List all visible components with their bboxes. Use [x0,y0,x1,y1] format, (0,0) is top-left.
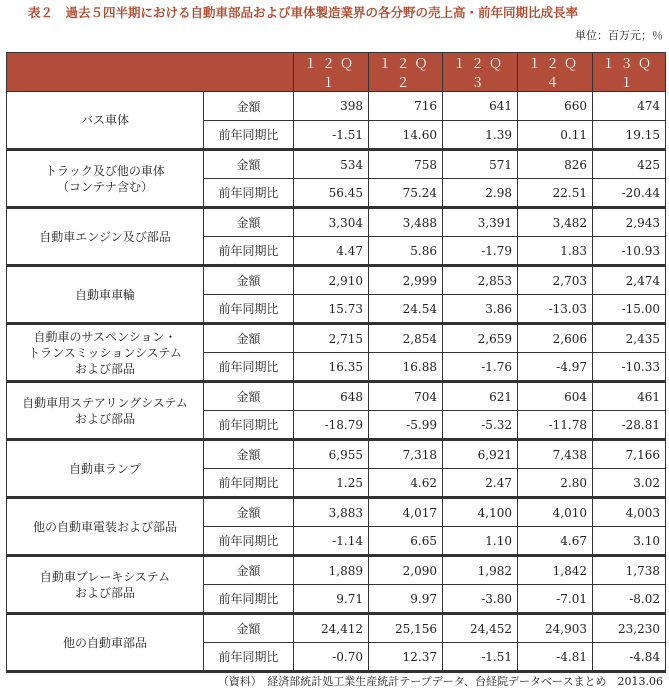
table-row-amount [7,382,666,411]
metric-label-yoy: 前年同期比 [204,469,294,498]
amount-cell: 6,921 [443,440,518,469]
amount-cell: 3,482 [518,208,593,237]
category-line: トラック及び他の車体 [45,163,165,178]
yoy-cell: 2.98 [443,179,518,208]
yoy-cell: 2.47 [443,469,518,498]
yoy-cell: -1.76 [443,353,518,382]
unit-note: 単位：百万元；％ [575,29,663,42]
amount-cell: 2,703 [518,266,593,295]
amount-cell: 25,156 [369,614,443,643]
yoy-cell: 1.39 [443,121,518,150]
amount-cell: 7,318 [369,440,443,469]
yoy-cell: -10.93 [593,237,666,266]
metric-label-yoy: 前年同期比 [204,527,294,556]
column-header: １２Ｑ４ [518,53,593,92]
amount-cell: 24,412 [294,614,369,643]
yoy-cell: -7.01 [518,585,593,614]
category-line: 自動車ランプ [68,461,141,476]
yoy-cell: -13.03 [518,295,593,324]
amount-cell: 1,842 [518,556,593,585]
yoy-cell: -11.78 [518,411,593,440]
amount-cell: 704 [369,382,443,411]
amount-cell: 4,017 [369,498,443,527]
amount-cell: 641 [443,92,518,121]
amount-cell: 24,903 [518,614,593,643]
yoy-cell: 3.86 [443,295,518,324]
metric-label-amount: 金額 [204,266,294,295]
metric-label-yoy: 前年同期比 [204,121,294,150]
amount-cell: 621 [443,382,518,411]
column-header: １３Ｑ１ [593,53,666,92]
amount-cell: 2,474 [593,266,666,295]
column-header: １２Ｑ１ [294,53,369,92]
amount-cell: 2,606 [518,324,593,353]
category-line: 他の自動車部品 [62,635,147,650]
yoy-cell: 1.10 [443,527,518,556]
yoy-cell: 1.83 [518,237,593,266]
amount-cell: 2,910 [294,266,369,295]
category-line: 自動車用ステアリングシステム [22,395,188,410]
yoy-cell: 4.47 [294,237,369,266]
metric-label-amount: 金額 [204,324,294,353]
category-line: および部品 [74,361,135,376]
amount-cell: 24,452 [443,614,518,643]
amount-cell: 2,943 [593,208,666,237]
metric-label-yoy: 前年同期比 [204,295,294,324]
source-note: （資料） 経済部統計処工業生産統計テープデータ、台経院データベースまとめ 2013.06 [217,675,663,688]
amount-cell: 3,883 [294,498,369,527]
header-blank [7,53,294,92]
amount-cell: 4,003 [593,498,666,527]
table-title: 表２ 過去５四半期における自動車部品および車体製造業界の各分野の売上高・前年同期比成長率 [28,5,579,20]
yoy-cell: -20.44 [593,179,666,208]
table-row-amount [7,266,666,295]
amount-cell: 604 [518,382,593,411]
yoy-cell: -1.14 [294,527,369,556]
amount-cell: 2,090 [369,556,443,585]
metric-label-amount: 金額 [204,556,294,585]
amount-cell: 3,488 [369,208,443,237]
yoy-cell: 3.10 [593,527,666,556]
category-line: 自動車ブレーキシステム [39,569,171,584]
metric-label-amount: 金額 [204,614,294,643]
amount-cell: 2,999 [369,266,443,295]
yoy-cell: 16.88 [369,353,443,382]
yoy-cell: 6.65 [369,527,443,556]
metric-label-amount: 金額 [204,208,294,237]
category-label [7,498,204,556]
amount-cell: 398 [294,92,369,121]
amount-cell: 461 [593,382,666,411]
yoy-cell: 19.15 [593,121,666,150]
amount-cell: 648 [294,382,369,411]
amount-cell: 6,955 [294,440,369,469]
yoy-cell: 15.73 [294,295,369,324]
table-row-amount [7,150,666,179]
amount-cell: 4,100 [443,498,518,527]
header-row [7,53,666,92]
yoy-cell: 24.54 [369,295,443,324]
amount-cell: 7,438 [518,440,593,469]
category-line: （コンテナ含む） [56,179,153,194]
amount-cell: 758 [369,150,443,179]
category-line: 自動車車輪 [74,287,135,302]
amount-cell: 571 [443,150,518,179]
yoy-cell: 0.11 [518,121,593,150]
amount-cell: 425 [593,150,666,179]
yoy-cell: 4.67 [518,527,593,556]
category-line: および部品 [74,585,135,600]
amount-cell: 1,889 [294,556,369,585]
table-row-amount [7,556,666,585]
metric-label-yoy: 前年同期比 [204,411,294,440]
yoy-cell: 9.71 [294,585,369,614]
amount-cell: 3,391 [443,208,518,237]
yoy-cell: -1.51 [443,643,518,672]
category-line: 自動車のサスペンション・ [33,329,177,344]
yoy-cell: 3.02 [593,469,666,498]
yoy-cell: -5.99 [369,411,443,440]
yoy-cell: -0.70 [294,643,369,672]
amount-cell: 3,304 [294,208,369,237]
yoy-cell: 56.45 [294,179,369,208]
yoy-cell: 2.80 [518,469,593,498]
yoy-cell: -5.32 [443,411,518,440]
amount-cell: 1,982 [443,556,518,585]
category-label [7,382,204,440]
yoy-cell: 16.35 [294,353,369,382]
yoy-cell: 22.51 [518,179,593,208]
table-row-amount [7,324,666,353]
metric-label-yoy: 前年同期比 [204,353,294,382]
amount-cell: 23,230 [593,614,666,643]
amount-cell: 4,010 [518,498,593,527]
amount-cell: 826 [518,150,593,179]
table-row-amount [7,92,666,121]
amount-cell: 534 [294,150,369,179]
yoy-cell: -1.79 [443,237,518,266]
category-label [7,440,204,498]
amount-cell: 2,854 [369,324,443,353]
table-row-amount [7,498,666,527]
yoy-cell: -4.81 [518,643,593,672]
category-line: 他の自動車電装および部品 [32,519,177,534]
amount-cell: 7,166 [593,440,666,469]
yoy-cell: 1.25 [294,469,369,498]
yoy-cell: -15.00 [593,295,666,324]
yoy-cell: -18.79 [294,411,369,440]
category-label [7,556,204,614]
yoy-cell: -4.97 [518,353,593,382]
table-row-amount [7,614,666,643]
metric-label-amount: 金額 [204,382,294,411]
column-header: １２Ｑ３ [443,53,518,92]
yoy-cell: 14.60 [369,121,443,150]
metric-label-amount: 金額 [204,440,294,469]
amount-cell: 2,715 [294,324,369,353]
metric-label-amount: 金額 [204,150,294,179]
metric-label-amount: 金額 [204,92,294,121]
yoy-cell: 9.97 [369,585,443,614]
category-label [7,208,204,266]
metric-label-amount: 金額 [204,498,294,527]
sales-table [6,52,666,673]
metric-label-yoy: 前年同期比 [204,179,294,208]
amount-cell: 716 [369,92,443,121]
metric-label-yoy: 前年同期比 [204,643,294,672]
category-line: 自動車エンジン及び部品 [39,229,171,244]
yoy-cell: -28.81 [593,411,666,440]
amount-cell: 2,853 [443,266,518,295]
category-label [7,266,204,324]
category-label [7,92,204,150]
yoy-cell: -4.84 [593,643,666,672]
yoy-cell: 12.37 [369,643,443,672]
column-header: １２Ｑ２ [369,53,443,92]
metric-label-yoy: 前年同期比 [204,585,294,614]
amount-cell: 1,738 [593,556,666,585]
category-line: トランスミッションシステム [28,345,182,360]
yoy-cell: 75.24 [369,179,443,208]
yoy-cell: -1.51 [294,121,369,150]
yoy-cell: -8.02 [593,585,666,614]
amount-cell: 474 [593,92,666,121]
amount-cell: 660 [518,92,593,121]
yoy-cell: -3.80 [443,585,518,614]
table-row-amount [7,208,666,237]
category-label [7,324,204,382]
yoy-cell: -10.33 [593,353,666,382]
amount-cell: 2,435 [593,324,666,353]
category-line: バス車体 [80,113,129,127]
category-line: および部品 [74,411,135,426]
amount-cell: 2,659 [443,324,518,353]
category-label [7,614,204,672]
yoy-cell: 4.62 [369,469,443,498]
table-row-amount [7,440,666,469]
yoy-cell: 5.86 [369,237,443,266]
metric-label-yoy: 前年同期比 [204,237,294,266]
category-label [7,150,204,208]
